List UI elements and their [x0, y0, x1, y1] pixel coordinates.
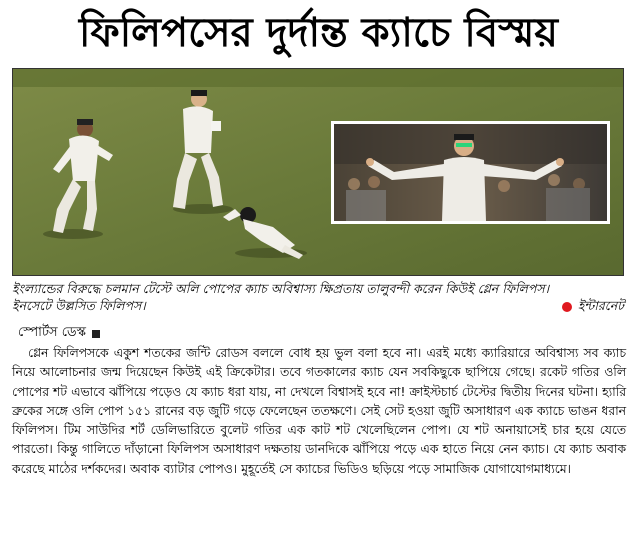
square-bullet-icon [92, 330, 100, 338]
photo-credit [562, 297, 624, 314]
inset-photo [331, 121, 610, 224]
headline: ফিলিপসের দুর্দান্ত ক্যাচে বিস্ময় [79, 10, 558, 56]
red-dot-icon [562, 302, 572, 312]
photo-caption [12, 280, 628, 314]
caption-line-2: ইনসেটে উল্লসিত ফিলিপস। [12, 298, 146, 313]
main-photo [12, 68, 624, 276]
celebrating-player-illustration [334, 124, 607, 221]
byline [18, 323, 100, 344]
caption-line-1: ইংল্যান্ডের বিরুদ্ধে চলমান টেস্টে অলি পোপের ক্যাচ অবিশ্বাস্য ক্ষিপ্রতায় তালুবন্দী করেন কিউই গ্লেন ফিলিপস। [12, 281, 550, 296]
byline-text: স্পোর্টস ডেস্ক [18, 325, 86, 340]
photo-credit-text: ইন্টারনেট [577, 298, 624, 313]
article-body: গ্লেন ফিলিপসকে একুশ শতকের জন্টি রোডস বললে বোধ হয় ভুল বলা হবে না। এরই মধ্যে ক্যারিয়ারে অবিশ্বাস্য সব ক্যাচ নিয়ে আলোচনার জন্ম দিয়েছেন কিউই এই ক্রিকেটার। তবে গতকালের ক্যাচ যেন সবকিছুকে ছাপিয়ে গেছে। রকেট গতির ওলি পোপের শট এভাবে ঝাঁপিয়ে পড়েও যে ক্যাচ ধরা যায়, না দেখলে বিশ্বাসই হবে না! ক্রাইস্টচার্চ টেস্টের দ্বিতীয় দিনের ঘটনা। হ্যারি ব্রুকের সঙ্গে ওলি পোপ ১৫১ রানের বড় জুটি গড়ে ফেলেছেন ততক্ষণে। সেই সেট হওয়া জুটি অসাধারণ এক ক্যাচে ভাঙন ধরান ফিলিপস। টিম সাউদির শর্ট ডেলিভারিতে বুলেট গতির এক কাট শট খেলেছিলেন পোপ। যে শট অনায়াসেই চার হয়ে যেতে পারতো। কিন্তু গালিতে দাঁড়ানো ফিলিপস অসাধারণ দক্ষতায় ডানদিকে ঝাঁপিয়ে পড়ে এক হাতে নিয়ে নেন ক্যাচ। যে ক্যাচ অবাক করেছে মাঠের দর্শকদের। অবাক ব্যাটার পোপও। মুহূর্তেই সে ক্যাচের ভিডিও ছড়িয়ে পড়ে সামাজিক যোগাযোগমাধ্যমে। [12, 346, 626, 476]
